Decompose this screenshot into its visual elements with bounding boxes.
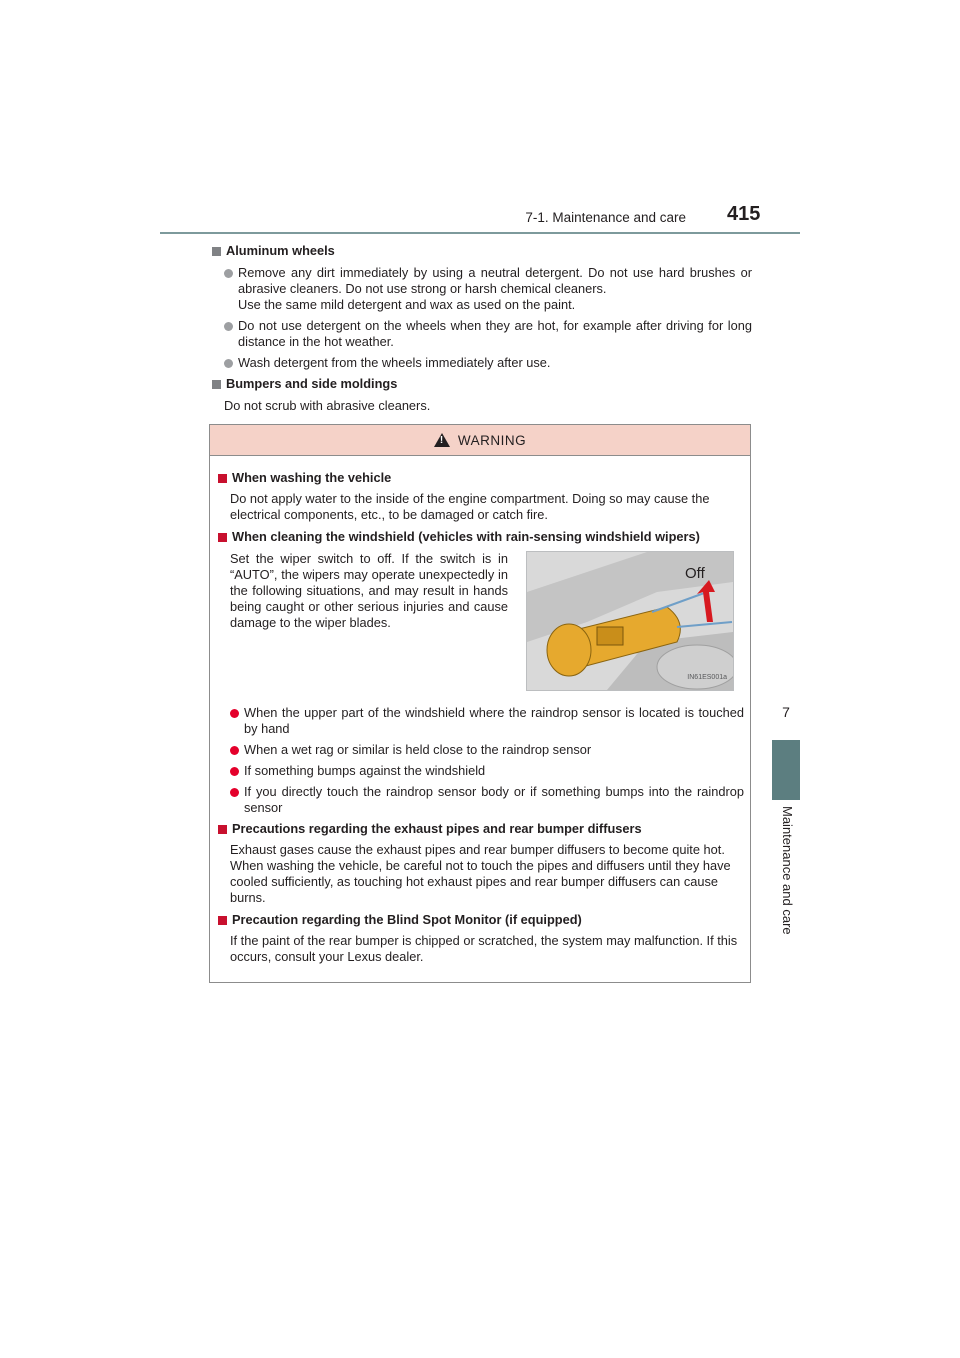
warning-triangle-icon: ! xyxy=(434,433,450,447)
bullet-dot-icon xyxy=(230,788,239,797)
windshield-heading: When cleaning the windshield (vehicles with rain-sensing windshield wipers) xyxy=(218,529,744,545)
list-item: Remove any dirt immediately by using a neutral detergent. Do not use hard brushes or abrasive cleaners. Do not use strong or harsh chemical cleaners. Use the same mild detergent and wax as used on the paint. xyxy=(224,265,752,313)
square-bullet-icon xyxy=(212,247,221,256)
wiper-switch-figure xyxy=(526,551,734,691)
washing-heading: When washing the vehicle xyxy=(218,470,744,486)
blindspot-heading: Precaution regarding the Blind Spot Monitor (if equipped) xyxy=(218,912,744,928)
list-item: If you directly touch the raindrop sensor body or if something bumps into the raindrop sensor xyxy=(230,784,744,816)
list-item: If something bumps against the windshield xyxy=(230,763,744,779)
header-divider xyxy=(160,232,800,234)
bullet-dot-icon xyxy=(224,322,233,331)
bumpers-text: Do not scrub with abrasive cleaners. xyxy=(224,398,431,413)
aluminum-wheels-heading: Aluminum wheels xyxy=(212,243,752,259)
square-bullet-icon xyxy=(218,474,227,483)
square-bullet-icon xyxy=(218,533,227,542)
bullet-dot-icon xyxy=(230,767,239,776)
square-bullet-icon xyxy=(212,380,221,389)
chapter-label: Maintenance and care xyxy=(780,806,795,935)
section-title: 7-1. Maintenance and care xyxy=(525,210,686,225)
exhaust-text: Exhaust gases cause the exhaust pipes and rear bumper diffusers to become quite hot. When washing the vehicle, be careful not to touch the pipes and diffusers until they have cooled sufficiently, as touching hot exhaust pipes and rear bumper diffusers can cause burns. xyxy=(230,842,731,905)
chapter-number: 7 xyxy=(782,704,790,720)
washing-text: Do not apply water to the inside of the engine compartment. Doing so may cause the electrical components, etc., to be damaged or catch fire. xyxy=(230,491,710,522)
bumpers-heading: Bumpers and side moldings xyxy=(212,376,752,392)
bullet-dot-icon xyxy=(224,269,233,278)
figure-id: IN61ES001a xyxy=(687,674,727,681)
warning-header: ! WARNING xyxy=(210,425,750,456)
bullet-dot-icon xyxy=(230,746,239,755)
off-label: Off xyxy=(685,565,705,582)
list-item: Wash detergent from the wheels immediately after use. xyxy=(224,355,752,371)
exhaust-heading: Precautions regarding the exhaust pipes and rear bumper diffusers xyxy=(218,821,744,837)
list-item: Do not use detergent on the wheels when they are hot, for example after driving for long distance in the hot weather. xyxy=(224,318,752,350)
blindspot-text: If the paint of the rear bumper is chipped or scratched, the system may malfunction. If this occurs, consult your Lexus dealer. xyxy=(230,933,738,964)
list-item: When a wet rag or similar is held close to the raindrop sensor xyxy=(230,742,744,758)
square-bullet-icon xyxy=(218,825,227,834)
bullet-dot-icon xyxy=(230,709,239,718)
windshield-text: Set the wiper switch to off. If the switch is in “AUTO”, the wipers may operate unexpectedly in the following situations, and may result in hands being caught or other serious injuries and cause damage to the wiper blades. xyxy=(230,551,508,630)
page-number: 415 xyxy=(727,203,761,225)
chapter-tab xyxy=(772,740,800,800)
main-content xyxy=(212,243,752,422)
square-bullet-icon xyxy=(218,916,227,925)
warning-box xyxy=(209,424,751,983)
list-item: When the upper part of the windshield where the raindrop sensor is located is touched by hand xyxy=(230,705,744,737)
bullet-dot-icon xyxy=(224,359,233,368)
